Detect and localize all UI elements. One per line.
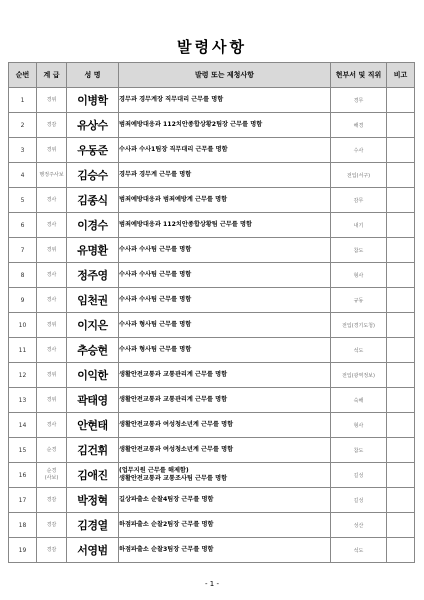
row-number: 6	[9, 213, 37, 238]
row-note	[387, 113, 415, 138]
row-name: 안현태	[67, 413, 119, 438]
header-note: 비고	[387, 63, 415, 88]
row-name: 유상수	[67, 113, 119, 138]
row-dept: 경무	[331, 88, 387, 113]
row-name: 김애진	[67, 463, 119, 488]
row-number: 19	[9, 538, 37, 563]
row-name: 서영범	[67, 538, 119, 563]
row-dept: 감무	[331, 188, 387, 213]
table-row	[9, 88, 415, 113]
row-rank: 순경 (사보)	[37, 463, 67, 488]
row-number: 11	[9, 338, 37, 363]
row-name: 이익한	[67, 363, 119, 388]
row-number: 13	[9, 388, 37, 413]
row-rank: 경감	[37, 113, 67, 138]
header-rank: 계 급	[37, 63, 67, 88]
row-detail: 생활안전교통과 여성청소년계 근무를 명함	[119, 413, 331, 438]
row-name: 박정혁	[67, 488, 119, 513]
table-row	[9, 538, 415, 563]
row-note	[387, 538, 415, 563]
row-detail: 수사과 형사팀 근무를 명함	[119, 313, 331, 338]
row-note	[387, 313, 415, 338]
row-detail: 생활안전교통과 여성청소년계 근무를 명함	[119, 438, 331, 463]
row-dept: 석도	[331, 538, 387, 563]
row-dept: 참도	[331, 238, 387, 263]
row-number: 1	[9, 88, 37, 113]
row-note	[387, 413, 415, 438]
appointment-table	[8, 62, 415, 563]
row-number: 7	[9, 238, 37, 263]
row-dept: 전입(광역정보)	[331, 363, 387, 388]
row-name: 김건휘	[67, 438, 119, 463]
row-note	[387, 213, 415, 238]
row-name: 임천권	[67, 288, 119, 313]
row-rank: 경위	[37, 88, 67, 113]
row-note	[387, 513, 415, 538]
row-detail: (업무지원 근무를 해제함) 생활안전교통과 교통조사팀 근무를 명함	[119, 463, 331, 488]
row-rank: 경감	[37, 538, 67, 563]
row-note	[387, 188, 415, 213]
row-detail: 범죄예방대응과 112치안종합상황2팀장 근무를 명함	[119, 113, 331, 138]
table-row	[9, 363, 415, 388]
row-number: 16	[9, 463, 37, 488]
row-number: 18	[9, 513, 37, 538]
row-number: 3	[9, 138, 37, 163]
table-row	[9, 263, 415, 288]
row-detail: 범죄예방대응과 범죄예방계 근무를 명함	[119, 188, 331, 213]
row-note	[387, 463, 415, 488]
row-rank: 경사	[37, 288, 67, 313]
row-dept: 해경	[331, 113, 387, 138]
table-row	[9, 313, 415, 338]
row-name: 이경수	[67, 213, 119, 238]
row-detail: 경무과 경무계장 직무대리 근무를 명함	[119, 88, 331, 113]
row-number: 17	[9, 488, 37, 513]
row-detail: 범죄예방대응과 112치안종합상황팀 근무를 명함	[119, 213, 331, 238]
row-number: 8	[9, 263, 37, 288]
row-number: 12	[9, 363, 37, 388]
row-detail: 수사과 수사팀 근무를 명함	[119, 288, 331, 313]
table-row	[9, 513, 415, 538]
header-name: 성 명	[67, 63, 119, 88]
row-detail: 수사과 형사팀 근무를 명함	[119, 338, 331, 363]
row-number: 4	[9, 163, 37, 188]
table-row	[9, 163, 415, 188]
row-note	[387, 338, 415, 363]
row-number: 14	[9, 413, 37, 438]
header-detail: 발령 또는 제청사항	[119, 63, 331, 88]
row-detail: 하점파출소 순찰3팀장 근무를 명함	[119, 538, 331, 563]
table-header-row	[9, 63, 415, 88]
table-row	[9, 413, 415, 438]
row-rank: 경위	[37, 313, 67, 338]
row-name: 이지은	[67, 313, 119, 338]
row-number: 2	[9, 113, 37, 138]
row-name: 곽태영	[67, 388, 119, 413]
row-number: 9	[9, 288, 37, 313]
row-rank: 경사	[37, 413, 67, 438]
row-note	[387, 288, 415, 313]
row-dept: 성산	[331, 513, 387, 538]
row-name: 우동준	[67, 138, 119, 163]
row-note	[387, 163, 415, 188]
table-row	[9, 138, 415, 163]
row-detail: 경무과 경무계 근무를 명함	[119, 163, 331, 188]
row-rank: 경위	[37, 388, 67, 413]
row-name: 이병학	[67, 88, 119, 113]
row-rank: 경사	[37, 213, 67, 238]
table-row	[9, 463, 415, 488]
table-row	[9, 213, 415, 238]
row-dept: 형사	[331, 413, 387, 438]
table-row	[9, 488, 415, 513]
row-rank: 경사	[37, 188, 67, 213]
row-number: 5	[9, 188, 37, 213]
table-row	[9, 338, 415, 363]
table-row	[9, 188, 415, 213]
row-name: 추승현	[67, 338, 119, 363]
row-detail: 수사과 수사1팀장 직무대리 근무를 명함	[119, 138, 331, 163]
row-note	[387, 488, 415, 513]
row-number: 15	[9, 438, 37, 463]
row-name: 유명환	[67, 238, 119, 263]
row-rank: 경위	[37, 138, 67, 163]
table-row	[9, 238, 415, 263]
row-note	[387, 263, 415, 288]
row-rank: 순경	[37, 438, 67, 463]
row-dept: 석도	[331, 338, 387, 363]
table-row	[9, 288, 415, 313]
row-detail: 하점파출소 순찰2팀장 근무를 명함	[119, 513, 331, 538]
row-note	[387, 438, 415, 463]
row-dept: 내기	[331, 213, 387, 238]
row-name: 김종식	[67, 188, 119, 213]
row-rank: 경감	[37, 488, 67, 513]
row-note	[387, 138, 415, 163]
row-rank: 경위	[37, 363, 67, 388]
row-dept: 참도	[331, 438, 387, 463]
row-detail: 수사과 수사팀 근무를 명함	[119, 238, 331, 263]
row-detail: 길상파출소 순찰4팀장 근무를 명함	[119, 488, 331, 513]
table-row	[9, 388, 415, 413]
row-note	[387, 88, 415, 113]
row-rank: 경사	[37, 338, 67, 363]
row-dept: 길성	[331, 488, 387, 513]
row-dept: 숙해	[331, 388, 387, 413]
table-row	[9, 113, 415, 138]
row-dept: 전입(서구)	[331, 163, 387, 188]
header-no: 순번	[9, 63, 37, 88]
row-dept: 규동	[331, 288, 387, 313]
row-note	[387, 238, 415, 263]
page-number: - 1 -	[205, 580, 219, 588]
row-detail: 생활안전교통과 교통관리계 근무를 명함	[119, 363, 331, 388]
header-dept: 현부서 및 직위	[331, 63, 387, 88]
row-dept: 전입(경기도청)	[331, 313, 387, 338]
row-rank: 경감	[37, 513, 67, 538]
row-dept: 형사	[331, 263, 387, 288]
row-dept: 길성	[331, 463, 387, 488]
row-dept: 수사	[331, 138, 387, 163]
row-name: 정주영	[67, 263, 119, 288]
row-detail: 생활안전교통과 교통관리계 근무를 명함	[119, 388, 331, 413]
table-row	[9, 438, 415, 463]
row-name: 김승수	[67, 163, 119, 188]
row-number: 10	[9, 313, 37, 338]
row-detail: 수사과 수사팀 근무를 명함	[119, 263, 331, 288]
row-note	[387, 363, 415, 388]
row-name: 김경열	[67, 513, 119, 538]
page-title: 발령사항	[177, 38, 247, 56]
table-body	[9, 88, 415, 563]
row-rank: 경사	[37, 263, 67, 288]
row-note	[387, 388, 415, 413]
row-rank: 행정주사보	[37, 163, 67, 188]
row-rank: 경위	[37, 238, 67, 263]
